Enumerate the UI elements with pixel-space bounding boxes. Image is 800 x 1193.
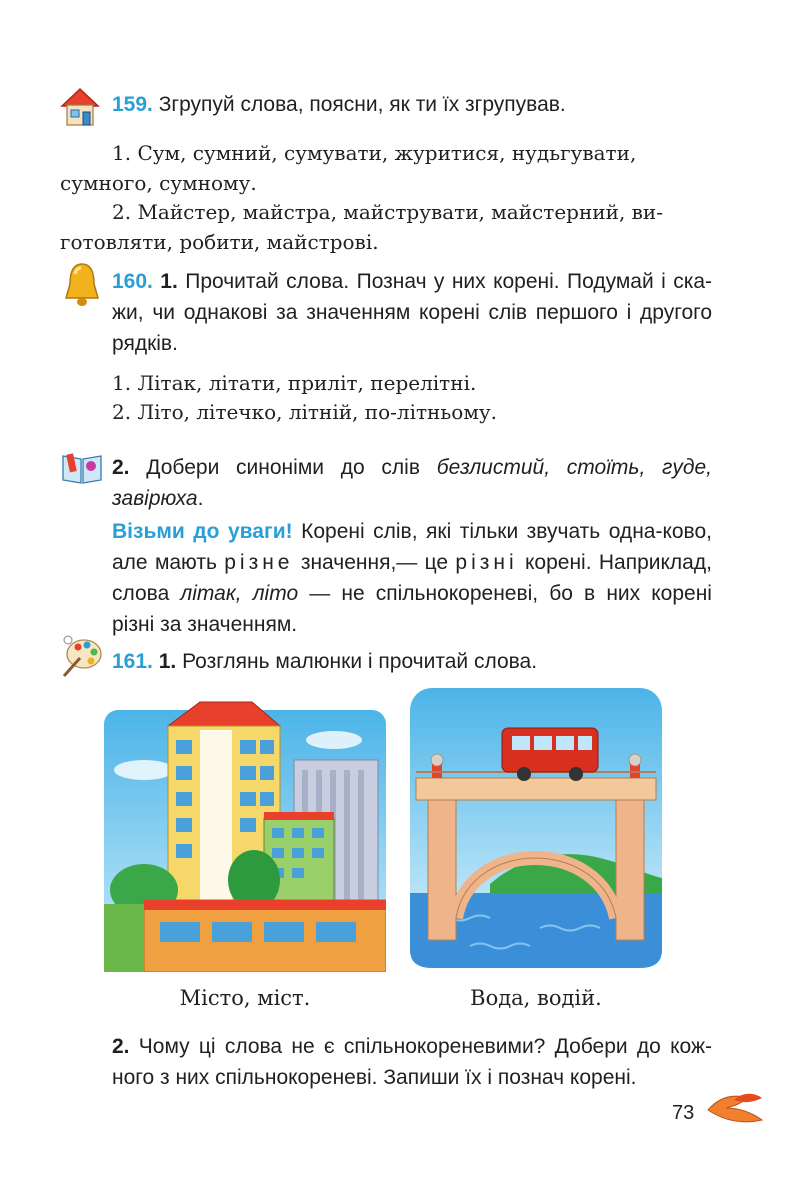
note-spaced-1: різне bbox=[224, 551, 294, 574]
caption-bridge: Вода, водій. bbox=[470, 986, 602, 1010]
note-block bbox=[112, 516, 712, 640]
palette-icon bbox=[58, 632, 104, 680]
exercise-159-number: 159. bbox=[112, 93, 153, 116]
note-text-2: значення,— це bbox=[300, 551, 449, 574]
exercise-161-task-2 bbox=[112, 1031, 712, 1093]
exercise-160-sub-2: 2. bbox=[112, 456, 130, 479]
exercise-160-task-2-text: Добери синоніми до слів bbox=[146, 456, 421, 479]
exercise-161-header bbox=[112, 646, 712, 677]
exercise-159-line-1b: сумного, сумному. bbox=[60, 171, 257, 195]
bridge-illustration bbox=[410, 688, 662, 968]
note-text-1: Корені слів, які тільки звучать одна-ково, але мають bbox=[112, 520, 712, 574]
exercise-160-task-2-words: безлистий, стоїть, гуде, завірюха bbox=[112, 456, 713, 510]
exercise-161-sub-1: 1. bbox=[158, 650, 177, 673]
exercise-159-words bbox=[112, 137, 712, 169]
exercise-159-line-2b: готовляти, робити, майстрові. bbox=[60, 230, 379, 254]
exercise-160-number: 160. bbox=[112, 270, 153, 293]
exercise-160-task-1 bbox=[112, 266, 712, 359]
exercise-161-number: 161. bbox=[112, 650, 153, 673]
exercise-159-line-1a: 1. Сум, сумний, сумувати, журитися, нудьгувати, bbox=[112, 141, 637, 165]
note-text-3: корені. Наприклад, слова bbox=[112, 551, 712, 605]
exercise-159-task: Згрупуй слова, поясни, як ти їх згрупував. bbox=[158, 93, 566, 116]
exercise-161-task-2-text: Чому ці слова не є спільнокореневими? Добери до кож-ного з них спільнокореневі. Запиши їх і познач корені. bbox=[112, 1035, 712, 1089]
exercise-159-line-2a: 2. Майстер, майстра, майструвати, майстерний, ви- bbox=[112, 200, 664, 224]
bell-icon bbox=[60, 260, 104, 310]
page-number: 73 bbox=[672, 1102, 695, 1124]
leaf-ornament-icon bbox=[704, 1090, 766, 1130]
book-icon bbox=[60, 450, 104, 486]
city-illustration bbox=[104, 700, 386, 972]
exercise-160-task-1-text: Прочитай слова. Познач у них корені. Подумай і ска-жи, чи однакові за значенням корені слів першого і другого рядків. bbox=[112, 270, 713, 355]
house-icon bbox=[58, 84, 102, 128]
exercise-160-words-2: 2. Літо, літечко, літній, по-літньому. bbox=[112, 400, 497, 424]
caption-city: Місто, міст. bbox=[179, 986, 311, 1010]
exercise-160-words-1: 1. Літак, літати, приліт, перелітні. bbox=[112, 371, 477, 395]
note-examples: літак, літо bbox=[180, 582, 299, 605]
exercise-161-sub-2: 2. bbox=[112, 1035, 130, 1058]
note-spaced-2: різні bbox=[455, 551, 518, 574]
exercise-160-task-2-end: . bbox=[197, 487, 204, 510]
exercise-159-header bbox=[112, 89, 712, 120]
exercise-160-task-2 bbox=[112, 452, 712, 514]
exercise-161-task-1: Розглянь малюнки і прочитай слова. bbox=[182, 650, 538, 673]
exercise-160-sub-1: 1. bbox=[160, 270, 178, 293]
note-text-4: — не спільнокореневі, бо в них корені різні за значенням. bbox=[112, 582, 712, 636]
note-heading: Візьми до уваги! bbox=[112, 520, 293, 543]
